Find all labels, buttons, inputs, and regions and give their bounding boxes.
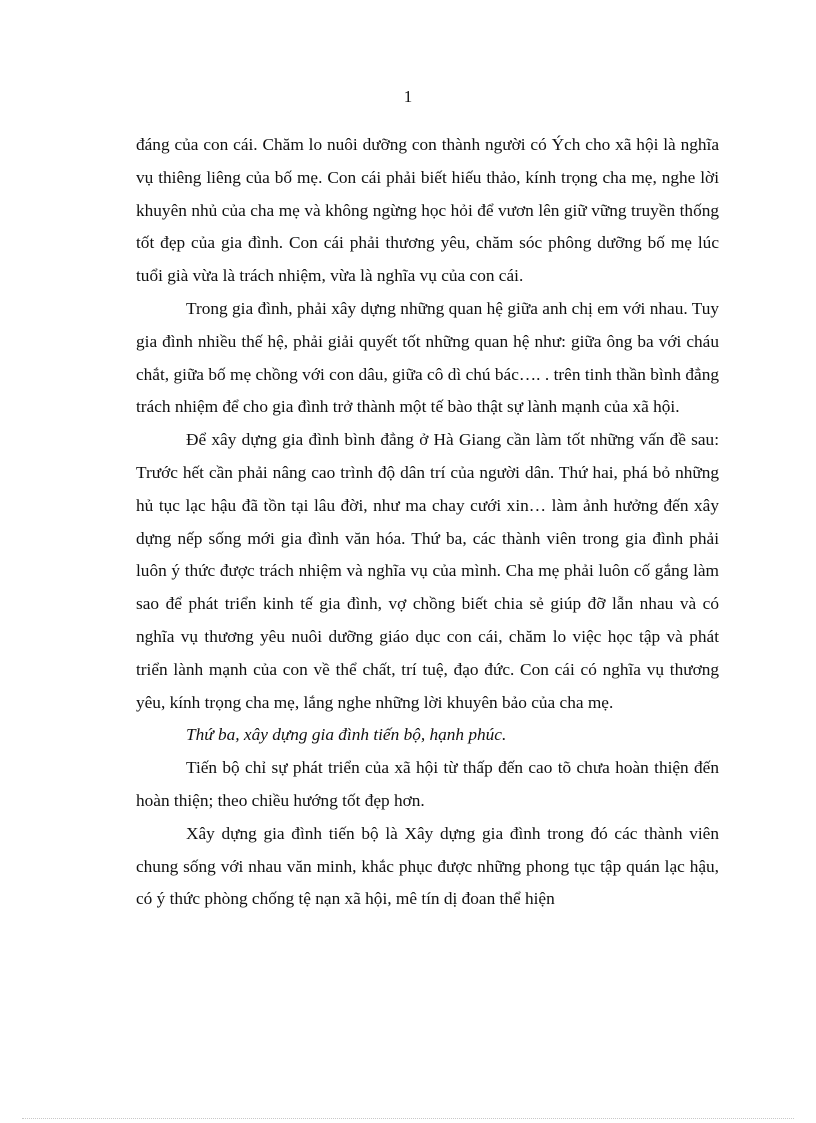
footer-divider [22,1118,794,1119]
paragraph-progress-definition: Tiến bộ chỉ sự phát triển của xã hội từ thấp đến cao tõ chưa hoàn thiện đến hoàn thiện; theo chiều hướng tốt đẹp hơn. [136,758,719,810]
document-body [136,129,719,916]
paragraph-continuation: đáng của con cái. Chăm lo nuôi dưỡng con thành người có Ých cho xã hội là nghĩa vụ thiêng liêng của bố mẹ. Con cái phải biết hiếu thảo, kính trọng cha mẹ, nghe lời khuyên nhủ của cha mẹ và không ngừng học hỏi để vươn lên giữ vững truyền thống tốt đẹp của gia đình. Con cái phải thương yêu, chăm sóc phông dưỡng bố mẹ lúc tuổi già vừa là trách nhiệm, vừa là nghĩa vụ của con cái. [136,135,719,286]
paragraph-family-relations: Trong gia đình, phải xây dựng những quan hệ giữa anh chị em với nhau. Tuy gia đình nhiều thế hệ, phải giải quyết tốt những quan hệ như: giữa ông ba với cháu chắt, giữa bố mẹ chồng với con dâu, giữa cô dì chú bác…. . trên tinh thần bình đẳng trách nhiệm để cho gia đình trở thành một tế bào thật sự lành mạnh của xã hội. [136,298,719,417]
section-heading-progressive-family: Thứ ba, xây dựng gia đình tiến bộ, hạnh phúc. [186,725,507,745]
page-number: 1 [403,87,413,106]
paragraph-progressive-family: Xây dựng gia đình tiến bộ là Xây dựng gia đình trong đó các thành viên chung sống với nhau văn minh, khắc phục được những phong tục tập quán lạc hậu, có ý thức phòng chống tệ nạn xã hội, mê tín dị đoan thể hiện [136,823,719,909]
paragraph-equal-family: Để xây dựng gia đình bình đẳng ở Hà Giang cần làm tốt những vấn đề sau: Trước hết cần phải nâng cao trình độ dân trí của người dân. Thứ hai, phá bỏ những hủ tục lạc hậu đã tồn tại lâu đời, như ma chay cưới xin… làm ảnh hưởng đến xây dựng nếp sống mới gia đình văn hóa. Thứ ba, các thành viên trong gia đình phải luôn ý thức được trách nhiệm và nghĩa vụ của mình. Cha mẹ phải luôn cố gắng làm sao để phát triển kinh tế gia đình, vợ chồng biết chia sẻ giúp đỡ lẫn nhau và có nghĩa vụ thương yêu nuôi dưỡng giáo dục con cái, chăm lo việc học tập và phát triển lành mạnh của con về thể chất, trí tuệ, đạo đức. Con cái có nghĩa vụ thương yêu, kính trọng cha mẹ, lắng nghe những lời khuyên bảo của cha mẹ. [136,430,719,712]
